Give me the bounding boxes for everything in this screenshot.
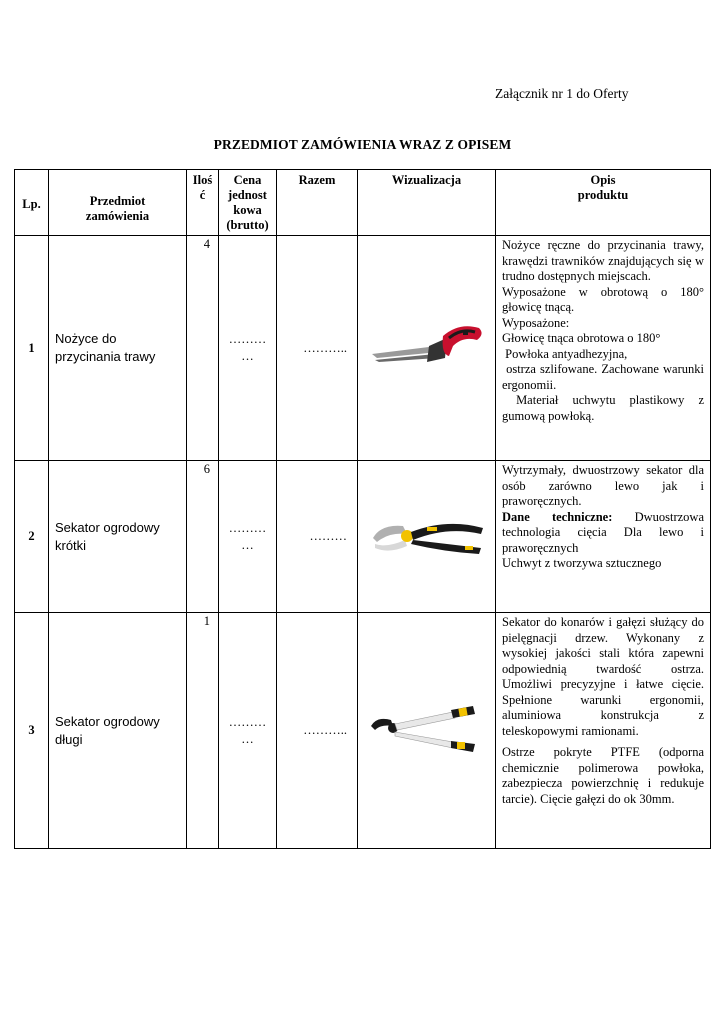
grass-shears-image xyxy=(358,236,496,461)
lopper-icon xyxy=(367,704,487,754)
pruner-image xyxy=(358,461,496,613)
row-unit-price: ……… … xyxy=(219,461,277,613)
row-lp: 3 xyxy=(15,613,49,849)
row-unit-price: ……… … xyxy=(219,236,277,461)
row-desc: Sekator do konarów i gałęzi służący do pielęgnacji drzew. Wykonany z wysokiej jakości stali która zapewni odpowiednią twardość ostrza. Umożliwi precyzyjne i łatwe cięcie. Spełnione warunki ergonomii, aluminiowa konstrukcja z teleskopowymi ramionami. Ostrze pokryte PTFE (odporna chemicznie polimerowa powłoka, zabezpiecza powierzchnię i redukuje tarcie). Cięcie gałęzi do ok 30mm. xyxy=(496,613,711,849)
pruner-icon xyxy=(367,510,487,560)
row-unit-price: ……… … xyxy=(219,613,277,849)
row-qty: 4 xyxy=(187,236,219,461)
page-title: PRZEDMIOT ZAMÓWIENIA WRAZ Z OPISEM xyxy=(213,137,512,152)
lopper-image xyxy=(358,613,496,849)
row-desc: Wytrzymały, dwuostrzowy sekator dla osób zarówno lewo jak i praworęcznych. Dane techniczne: Dwuostrzowa technologia cięcia Dla lewo i praworęcznych Uchwyt z tworzywa sztucznego xyxy=(496,461,711,613)
header-lp: Lp. xyxy=(15,170,49,236)
annex-label: Załącznik nr 1 do Oferty xyxy=(495,86,629,101)
grass-shears-icon xyxy=(367,316,487,376)
row-qty: 1 xyxy=(187,613,219,849)
row-total: ……… xyxy=(277,461,358,613)
header-visual: Wizualizacja xyxy=(358,170,496,236)
row-total: ……….. xyxy=(277,613,358,849)
table-row xyxy=(15,236,711,461)
header-desc: Opis produktu xyxy=(496,170,711,236)
row-desc: Nożyce ręczne do przycinania trawy, krawędzi trawników znajdujących się w trudno dostępnych miejscach. Wyposażone w obrotową o 180° głowicę tnącą. Wyposażone: Głowicę tnąca obrotowa o 180° Powłoka antyadhezyjna, ostrza szlifowane. Zachowane warunki ergonomii. Materiał uchwytu plastikowy z gumową powłoką. xyxy=(496,236,711,461)
header-qty: Iloś ć xyxy=(187,170,219,236)
row-name: Nożyce do przycinania trawy xyxy=(49,236,187,461)
row-name: Sekator ogrodowy długi xyxy=(49,613,187,849)
row-qty: 6 xyxy=(187,461,219,613)
row-lp: 2 xyxy=(15,461,49,613)
table-row xyxy=(15,613,711,849)
header-unit-price: Cena jednost kowa (brutto) xyxy=(219,170,277,236)
header-row xyxy=(15,170,711,236)
header-total: Razem xyxy=(277,170,358,236)
row-total: ……….. xyxy=(277,236,358,461)
table-row xyxy=(15,461,711,613)
order-table xyxy=(14,169,711,849)
row-name: Sekator ogrodowy krótki xyxy=(49,461,187,613)
row-lp: 1 xyxy=(15,236,49,461)
header-subject: Przedmiot zamówienia xyxy=(49,170,187,236)
